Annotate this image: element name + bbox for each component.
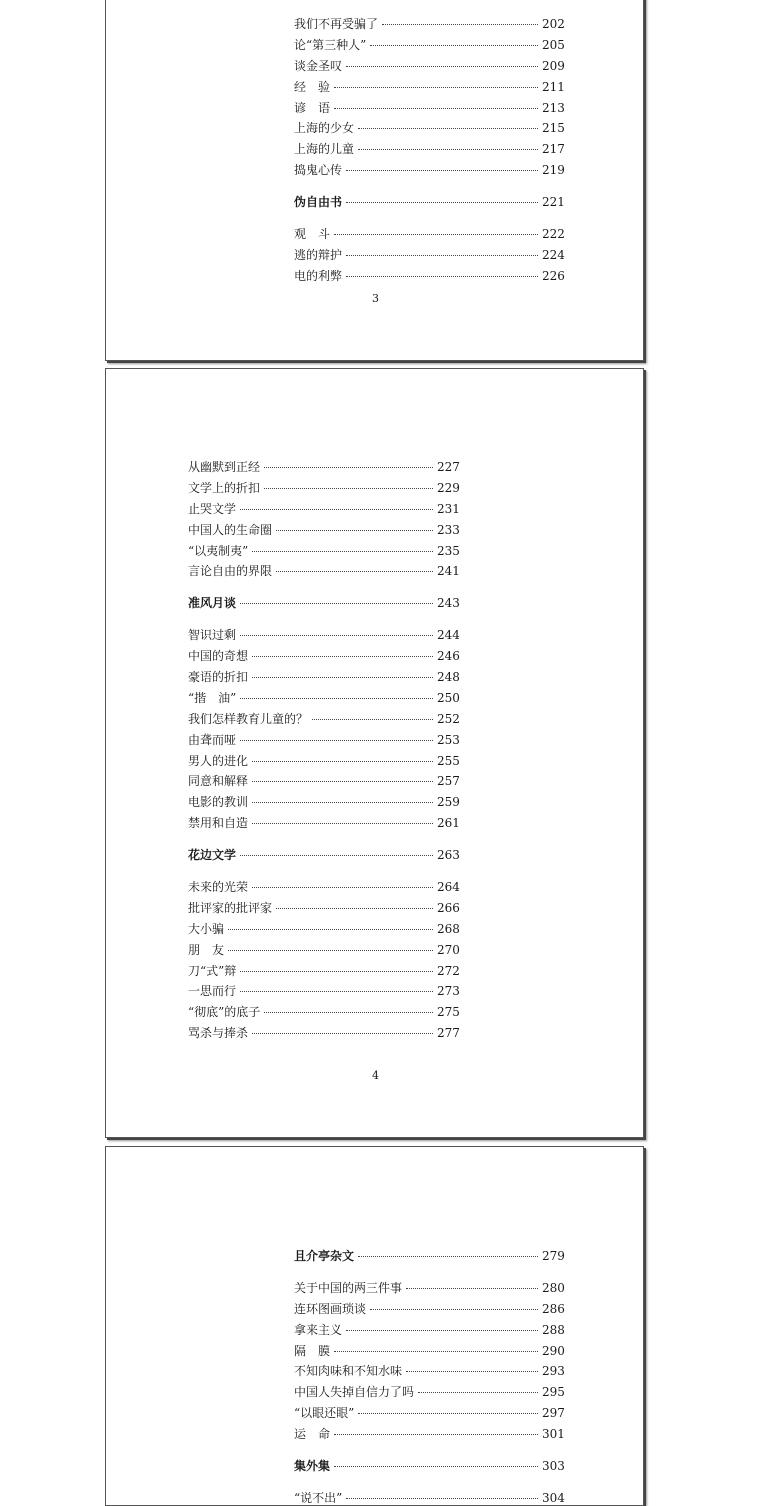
dot-leader [358, 1255, 538, 1257]
toc-entry-title: 逃的辩护 [294, 247, 343, 262]
toc-entry-page: 286 [542, 1301, 565, 1316]
dot-leader [276, 907, 433, 909]
dot-leader [312, 718, 433, 720]
dot-leader [334, 1465, 538, 1467]
toc-entry [188, 646, 459, 667]
toc-entry-title: 从幽默到正经 [188, 460, 261, 474]
toc-entry-title: 中国人失掉自信力了吗 [294, 1385, 415, 1400]
toc-entry-page: 241 [437, 564, 460, 579]
toc-entry [188, 877, 459, 898]
toc-entry [294, 1424, 564, 1445]
toc-entry-page: 211 [542, 79, 565, 94]
dot-leader [252, 550, 433, 552]
toc-entry-page: 235 [437, 543, 460, 558]
toc-entry [188, 898, 459, 919]
toc-entry-title: 上海的儿童 [294, 142, 355, 157]
toc-entry [188, 688, 459, 709]
dot-leader [346, 65, 538, 67]
dot-leader [252, 655, 433, 657]
toc-entry [294, 56, 564, 77]
toc-entry-page: 290 [542, 1343, 565, 1358]
dot-leader [252, 801, 433, 803]
dot-leader [346, 254, 538, 256]
toc-entry-title: 豪语的折扣 [188, 670, 249, 685]
dot-leader [346, 275, 538, 277]
dot-leader [252, 1032, 433, 1034]
toc-entry [294, 98, 564, 119]
toc-entry-page: 224 [542, 247, 565, 262]
toc-entry-title: 朋 友 [188, 942, 225, 957]
toc-entry [294, 224, 564, 245]
page-number: 4 [372, 1069, 379, 1082]
toc-entry [294, 1299, 564, 1320]
toc-entry [188, 813, 459, 834]
toc-entry-title: 伪自由书 [294, 195, 343, 210]
dot-leader [252, 780, 433, 782]
dot-leader [358, 1412, 538, 1414]
dot-leader [382, 23, 538, 25]
toc-entry [294, 1341, 564, 1362]
toc-entry [188, 709, 459, 730]
table-of-contents [294, 1246, 564, 1506]
document-page-3 [105, 0, 644, 361]
toc-entry [188, 625, 459, 646]
toc-entry [294, 1278, 564, 1299]
table-of-contents [294, 14, 564, 287]
toc-entry-title: 不知肉味和不知水味 [294, 1364, 403, 1379]
toc-entry-page: 272 [437, 963, 460, 978]
toc-entry [294, 14, 564, 35]
toc-entry-page: 261 [437, 816, 460, 831]
toc-entry-page: 231 [437, 501, 460, 516]
dot-leader [240, 634, 433, 636]
toc-entry [188, 940, 459, 961]
dot-leader [252, 760, 433, 762]
toc-entry [188, 1002, 459, 1023]
toc-entry-title: 关于中国的两三件事 [294, 1280, 403, 1295]
dot-leader [240, 990, 433, 992]
toc-entry [188, 478, 459, 499]
toc-entry-page: 243 [437, 596, 460, 611]
toc-entry-page: 209 [542, 58, 565, 73]
toc-entry-title: 未来的光荣 [188, 880, 249, 895]
toc-entry-page: 295 [542, 1385, 565, 1400]
dot-leader [228, 949, 433, 951]
toc-entry-title: 大小骗 [188, 921, 225, 936]
toc-entry-title: 我们怎样教育儿童的？ [188, 711, 309, 726]
toc-entry-title: 禁用和自造 [188, 816, 249, 831]
toc-entry-page: 205 [542, 37, 565, 52]
toc-entry-page: 253 [437, 732, 460, 747]
toc-entry-page: 288 [542, 1322, 565, 1337]
toc-entry-title: 运 命 [294, 1427, 331, 1442]
toc-entry-title: 集外集 [294, 1459, 331, 1474]
toc-entry-page: 213 [542, 100, 565, 115]
toc-entry [294, 35, 564, 56]
dot-leader [346, 169, 538, 171]
toc-entry-page: 227 [437, 460, 460, 474]
toc-entry-title: 中国人的生命圈 [188, 522, 273, 537]
dot-leader [358, 127, 538, 129]
toc-entry-page: 275 [437, 1005, 460, 1020]
toc-entry-page: 248 [437, 670, 460, 685]
toc-entry-page: 252 [437, 711, 460, 726]
dot-leader [370, 1308, 538, 1310]
toc-entry [294, 77, 564, 98]
toc-entry-page: 304 [542, 1490, 565, 1505]
toc-section-heading [294, 1246, 564, 1267]
toc-entry-page: 229 [437, 480, 460, 495]
toc-entry-page: 250 [437, 690, 460, 705]
toc-entry-page: 226 [542, 268, 565, 283]
toc-entry [188, 981, 459, 1002]
dot-leader [240, 739, 433, 741]
toc-entry-title: 观 斗 [294, 227, 331, 242]
toc-entry [188, 961, 459, 982]
toc-entry-title: 一思而行 [188, 984, 237, 999]
toc-entry-title: “彻底”的底子 [188, 1005, 261, 1020]
toc-entry-title: 电影的教训 [188, 795, 249, 810]
toc-entry-page: 215 [542, 121, 565, 136]
toc-entry-title: 捣鬼心传 [294, 163, 343, 178]
table-of-contents [188, 457, 459, 1044]
toc-entry [294, 1488, 564, 1506]
toc-section-heading [188, 845, 459, 866]
toc-entry-title: 且介亭杂文 [294, 1249, 355, 1263]
toc-entry-page: 277 [437, 1026, 460, 1041]
dot-leader [406, 1370, 538, 1372]
toc-section-heading [188, 593, 459, 614]
toc-entry-title: 谚 语 [294, 100, 331, 115]
toc-entry [294, 160, 564, 181]
toc-entry-page: 233 [437, 522, 460, 537]
dot-leader [334, 1433, 538, 1435]
toc-entry-page: 293 [542, 1364, 565, 1379]
toc-entry-page: 264 [437, 880, 460, 895]
toc-entry [294, 1320, 564, 1341]
toc-entry [188, 1023, 459, 1044]
dot-leader [240, 854, 433, 856]
toc-entry-title: 我们不再受骗了 [294, 17, 379, 31]
toc-entry [188, 792, 459, 813]
toc-entry-page: 219 [542, 163, 565, 178]
dot-leader [346, 1329, 538, 1331]
toc-entry-page: 280 [542, 1280, 565, 1295]
toc-entry-title: 经 验 [294, 79, 331, 94]
toc-entry [188, 771, 459, 792]
toc-entry [188, 919, 459, 940]
toc-entry [188, 520, 459, 541]
toc-entry [294, 245, 564, 266]
document-page-4 [105, 368, 644, 1138]
dot-leader [240, 508, 433, 510]
toc-entry-page: 221 [542, 195, 565, 210]
toc-entry-title: 男人的进化 [188, 753, 249, 768]
toc-entry-title: 谈金圣叹 [294, 58, 343, 73]
toc-section-heading [294, 192, 564, 213]
toc-entry-title: 由聋而哑 [188, 732, 237, 747]
dot-leader [240, 970, 433, 972]
toc-entry-title: 智识过剩 [188, 628, 237, 643]
dot-leader [228, 928, 433, 930]
dot-leader [370, 44, 538, 46]
toc-entry-page: 279 [542, 1249, 565, 1263]
toc-entry-title: 拿来主义 [294, 1322, 343, 1337]
toc-entry [294, 118, 564, 139]
toc-entry-title: “揩 油” [188, 690, 237, 705]
toc-entry [294, 1382, 564, 1403]
dot-leader [264, 466, 433, 468]
toc-entry-page: 257 [437, 774, 460, 789]
page-number: 3 [372, 292, 379, 305]
dot-leader [334, 86, 538, 88]
toc-entry-page: 297 [542, 1406, 565, 1421]
toc-entry-page: 246 [437, 649, 460, 664]
toc-entry-page: 270 [437, 942, 460, 957]
toc-entry-page: 202 [542, 17, 565, 31]
toc-entry [188, 730, 459, 751]
toc-entry-page: 268 [437, 921, 460, 936]
toc-entry-title: 上海的少女 [294, 121, 355, 136]
toc-entry-title: 花边文学 [188, 848, 237, 863]
toc-entry-page: 244 [437, 628, 460, 643]
dot-leader [418, 1391, 538, 1393]
toc-entry [294, 266, 564, 287]
toc-entry [294, 139, 564, 160]
toc-entry [188, 751, 459, 772]
toc-entry-title: 连环图画琐谈 [294, 1301, 367, 1316]
dot-leader [264, 487, 433, 489]
toc-entry-page: 301 [542, 1427, 565, 1442]
dot-leader [240, 602, 433, 604]
toc-entry-title: 批评家的批评家 [188, 900, 273, 915]
toc-entry [188, 541, 459, 562]
toc-entry-title: “说不出” [294, 1490, 343, 1505]
toc-entry-title: 文学上的折扣 [188, 480, 261, 495]
dot-leader [276, 529, 433, 531]
dot-leader [252, 886, 433, 888]
toc-section-heading [294, 1456, 564, 1477]
toc-entry-title: 同意和解释 [188, 774, 249, 789]
toc-entry-page: 273 [437, 984, 460, 999]
toc-entry [188, 667, 459, 688]
toc-entry-page: 263 [437, 848, 460, 863]
toc-entry-title: “以眼还眼” [294, 1406, 355, 1421]
dot-leader [358, 148, 538, 150]
toc-entry [188, 499, 459, 520]
dot-leader [334, 233, 538, 235]
toc-entry-page: 266 [437, 900, 460, 915]
toc-entry-title: 骂杀与捧杀 [188, 1026, 249, 1041]
dot-leader [252, 822, 433, 824]
toc-entry-title: 隔 膜 [294, 1343, 331, 1358]
toc-entry-title: 准风月谈 [188, 596, 237, 611]
document-page-5 [105, 1146, 644, 1506]
toc-entry-title: 言论自由的界限 [188, 564, 273, 579]
toc-entry-page: 255 [437, 753, 460, 768]
dot-leader [406, 1287, 538, 1289]
dot-leader [240, 697, 433, 699]
toc-entry-page: 217 [542, 142, 565, 157]
toc-entry [188, 457, 459, 478]
toc-entry [294, 1403, 564, 1424]
toc-entry-title: “以夷制夷” [188, 543, 249, 558]
toc-entry-title: 中国的奇想 [188, 649, 249, 664]
dot-leader [334, 1350, 538, 1352]
toc-entry [188, 561, 459, 582]
dot-leader [252, 676, 433, 678]
toc-entry-title: 止哭文学 [188, 501, 237, 516]
dot-leader [264, 1011, 433, 1013]
toc-entry-title: 论“第三种人” [294, 37, 367, 52]
toc-entry-title: 刀“式”辩 [188, 963, 237, 978]
dot-leader [346, 201, 538, 203]
toc-entry-page: 303 [542, 1459, 565, 1474]
toc-entry-page: 259 [437, 795, 460, 810]
toc-entry-page: 222 [542, 227, 565, 242]
dot-leader [276, 570, 433, 572]
toc-entry-title: 电的利弊 [294, 268, 343, 283]
toc-entry [294, 1361, 564, 1382]
dot-leader [334, 107, 538, 109]
